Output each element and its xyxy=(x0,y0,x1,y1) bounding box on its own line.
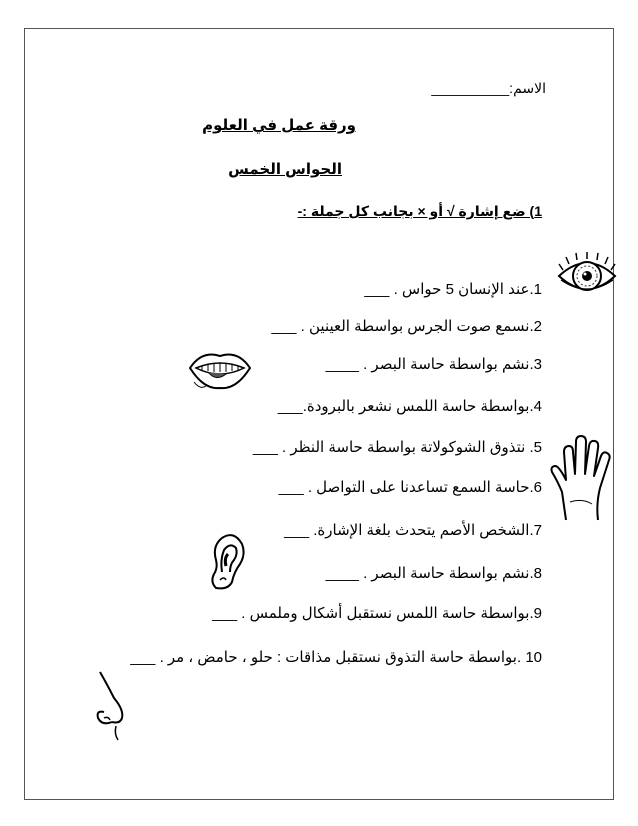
question-10: 10 .بواسطة حاسة التذوق نستقبل مذاقات : حلو ، حامض ، مر . ___ xyxy=(130,649,542,666)
ear-icon xyxy=(208,532,246,592)
eye-icon xyxy=(555,250,619,302)
question-6: 6.حاسة السمع تساعدنا على التواصل . ___ xyxy=(278,479,542,496)
worksheet-subtitle: الحواس الخمس xyxy=(228,161,342,178)
question-3: 3.نشم بواسطة حاسة البصر . ____ xyxy=(325,356,542,373)
instruction-text: 1) ضع إشارة √ أو × بجانب كل جملة :- xyxy=(297,203,542,219)
hand-icon xyxy=(548,432,618,524)
question-1: 1.عند الإنسان 5 حواس . ___ xyxy=(364,281,542,298)
question-8: 8.نشم بواسطة حاسة البصر . ____ xyxy=(325,565,542,582)
nose-icon xyxy=(90,668,134,744)
name-field-label: الاسم:__________ xyxy=(431,80,546,96)
worksheet-title: ورقة عمل في العلوم xyxy=(202,117,356,134)
question-2: 2.نسمع صوت الجرس بواسطة العينين . ___ xyxy=(271,318,542,335)
mouth-icon xyxy=(186,346,254,394)
question-7: 7.الشخص الأصم يتحدث بلغة الإشارة. ___ xyxy=(284,522,542,539)
question-5: 5. نتذوق الشوكولاتة بواسطة حاسة النظر . ___ xyxy=(252,439,542,456)
question-9: 9.بواسطة حاسة اللمس نستقبل أشكال وملمس . ___ xyxy=(212,605,542,622)
question-4: 4.بواسطة حاسة اللمس نشعر بالبرودة.___ xyxy=(277,398,542,415)
